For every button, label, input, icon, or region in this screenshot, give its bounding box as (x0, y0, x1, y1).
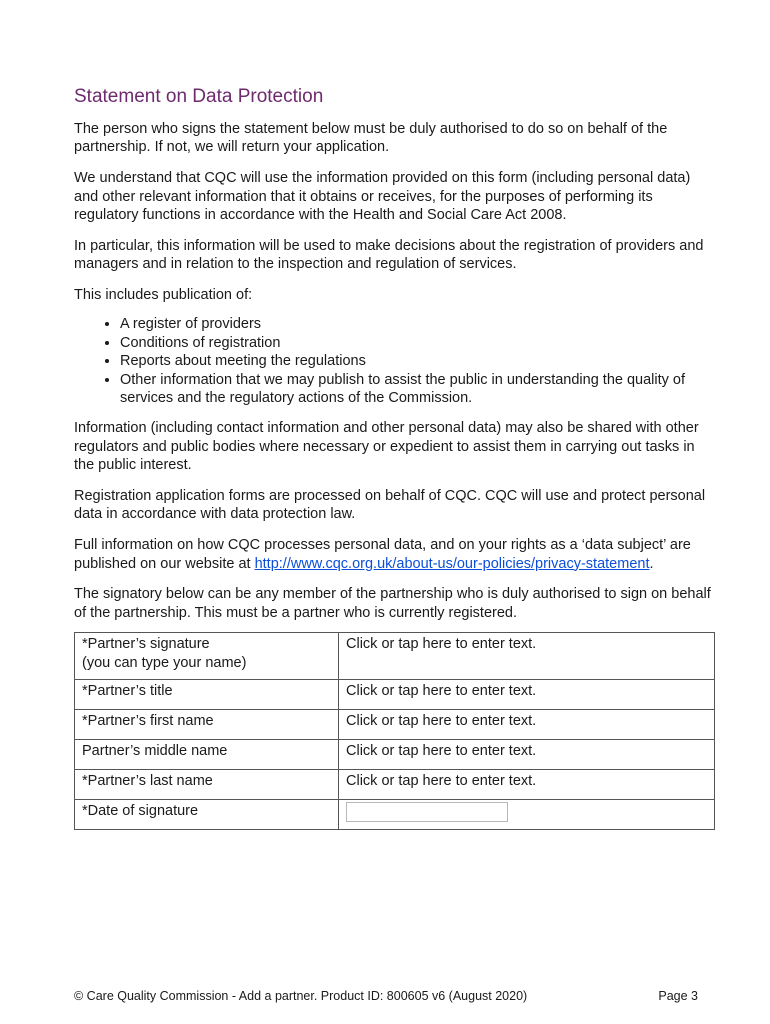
page-number: Page 3 (658, 989, 698, 1003)
middle-name-label: Partner’s middle name (75, 740, 339, 770)
date-label: *Date of signature (75, 800, 339, 830)
signature-field[interactable] (339, 633, 715, 680)
signature-label: *Partner’s signature (82, 636, 210, 653)
table-row (75, 800, 715, 830)
title-field[interactable] (339, 680, 715, 710)
publication-list (74, 315, 714, 407)
signature-placeholder[interactable]: Click or tap here to enter text. (346, 636, 537, 653)
data-sharing-paragraph: Information (including contact information and other personal data) may also be shared with other regulators and public bodies where necessary or expedient to assist them in carrying out tasks in the public interest. (74, 420, 699, 474)
table-row (75, 740, 715, 770)
first-name-placeholder[interactable]: Click or tap here to enter text. (346, 713, 537, 730)
page-title: Statement on Data Protection (74, 86, 324, 107)
last-name-field[interactable] (339, 770, 715, 800)
table-row (75, 680, 715, 710)
signatory-paragraph: The signatory below can be any member of the partnership who is duly authorised to sign on behalf of the partnership. This must be a partner who is currently registered. (74, 586, 711, 621)
title-placeholder[interactable]: Click or tap here to enter text. (346, 683, 537, 700)
document-content (74, 86, 714, 830)
first-name-field[interactable] (339, 710, 715, 740)
middle-name-field[interactable] (339, 740, 715, 770)
last-name-label: *Partner’s last name (75, 770, 339, 800)
list-item: • Reports about meeting the regulations (120, 352, 714, 370)
middle-name-placeholder[interactable]: Click or tap here to enter text. (346, 743, 537, 760)
signature-sublabel: (you can type your name) (82, 654, 247, 671)
authorisation-paragraph: The person who signs the statement below must be duly authorised to do so on behalf of the partnership. If not, we will return your application. (74, 121, 668, 156)
partner-signature-table (74, 632, 715, 830)
date-of-signature-input[interactable] (346, 802, 508, 822)
publication-intro-paragraph: This includes publication of: (74, 286, 253, 303)
privacy-text-end: . (649, 555, 654, 572)
table-row (75, 710, 715, 740)
first-name-label: *Partner’s first name (75, 710, 339, 740)
table-row (75, 633, 715, 680)
list-item: • A register of providers (120, 315, 714, 333)
table-row (75, 770, 715, 800)
title-label: *Partner’s title (75, 680, 339, 710)
data-processing-paragraph: Registration application forms are processed on behalf of CQC. CQC will use and protect personal data in accordance with data protection law. (74, 487, 706, 523)
list-item: • Conditions of registration (120, 334, 714, 352)
last-name-placeholder[interactable]: Click or tap here to enter text. (346, 773, 537, 790)
privacy-text: Full information on how CQC processes personal data, and on your rights as a ‘data subject’ are published on our website at (74, 537, 691, 572)
footer-copyright: © Care Quality Commission - Add a partner. Product ID: 800605 v6 (August 2020) (74, 989, 528, 1003)
cqc-use-paragraph: We understand that CQC will use the information provided on this form (including personal data) and other relevant information that it obtains or receives, for the purposes of performing its regulatory functions in accordance with the Health and Social Care Act 2008. (74, 170, 691, 223)
signature-label-cell (75, 633, 339, 680)
privacy-statement-link[interactable]: http://www.cqc.org.uk/about-us/our-policies/privacy-statement (254, 555, 650, 572)
privacy-paragraph (74, 536, 714, 573)
decisions-paragraph: In particular, this information will be used to make decisions about the registration of providers and managers and in relation to the inspection and regulation of services. (74, 237, 704, 273)
date-cell (339, 800, 715, 830)
list-item: • Other information that we may publish to assist the public in understanding the quality of services and the regulatory actions of the Commission. (120, 371, 714, 408)
